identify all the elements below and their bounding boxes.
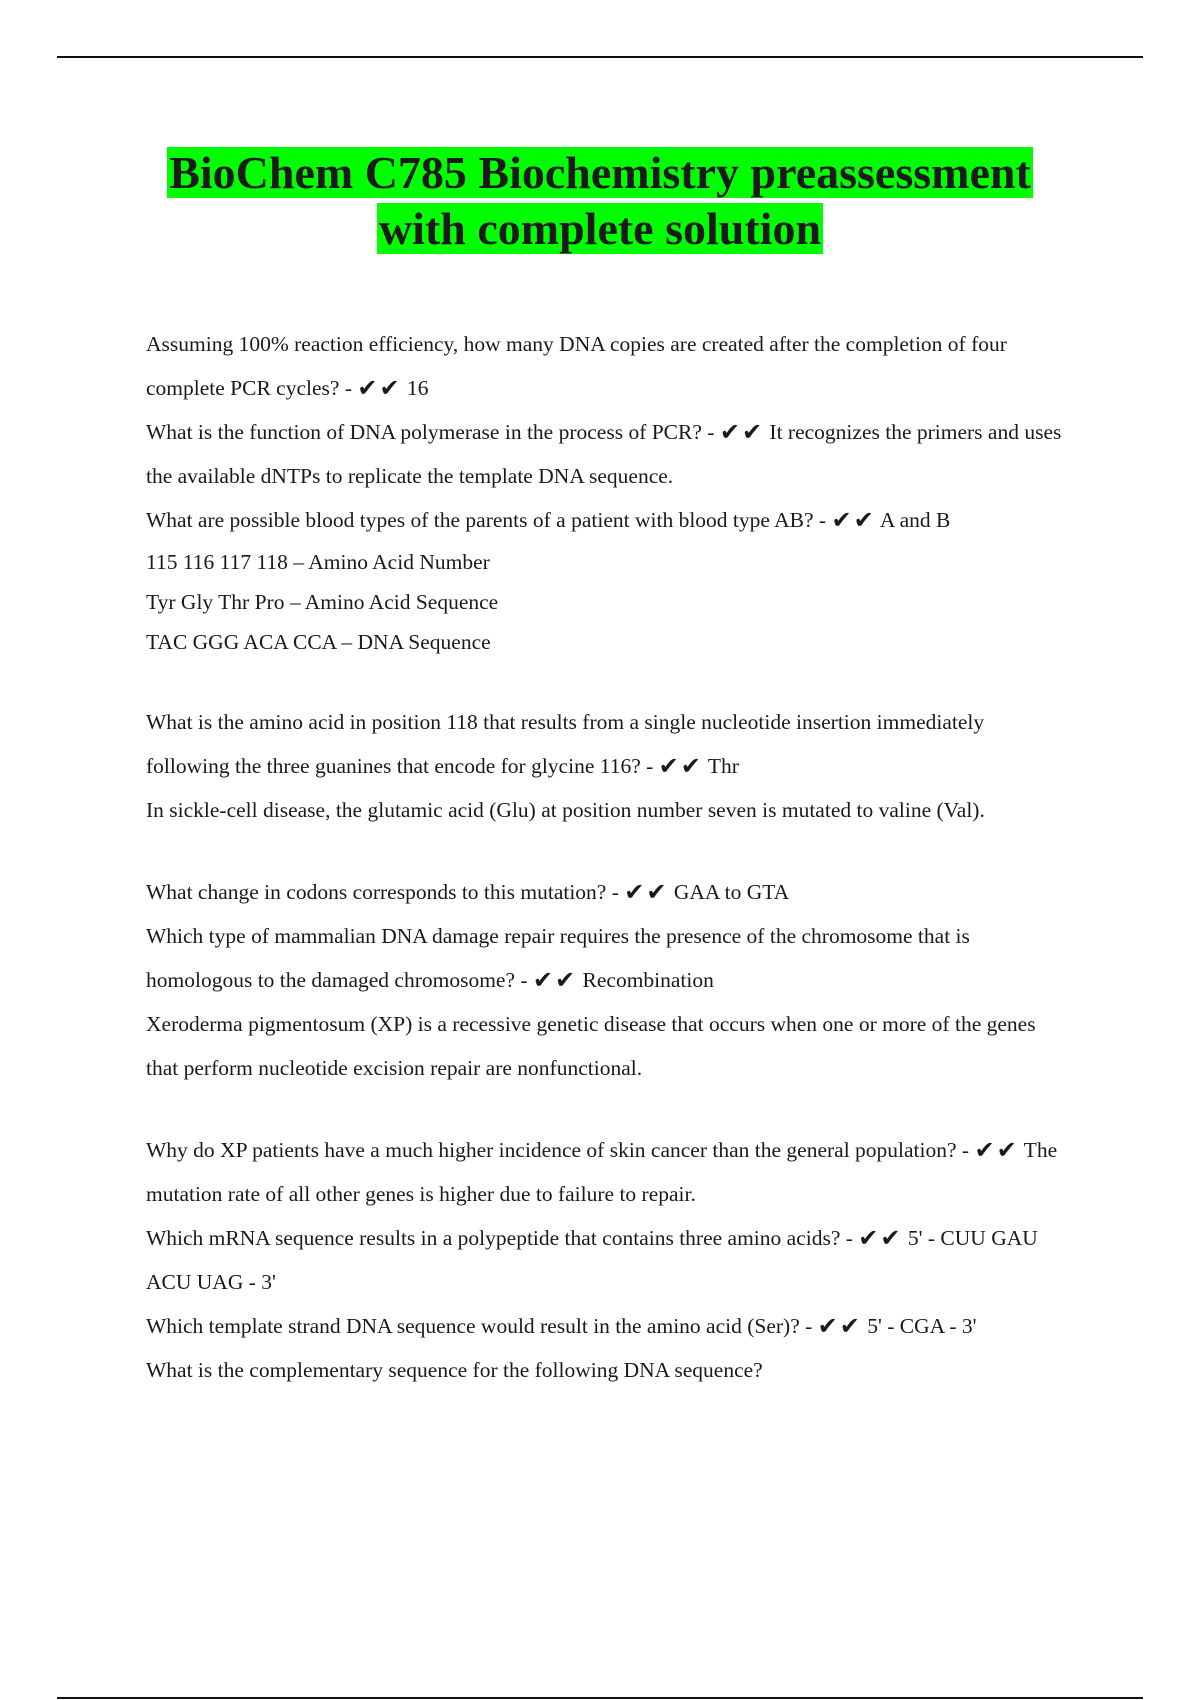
table-line: Tyr Gly Thr Pro – Amino Acid Sequence — [146, 590, 499, 614]
spacer — [146, 832, 1066, 870]
question-text: What is the amino acid in position 118 that results from a single nucleotide insertion immediately following the three guanines that encode for glycine 116? - — [146, 710, 985, 778]
answer-text: The mutation rate of all other genes is higher due to failure to repair. — [146, 1138, 1058, 1206]
answer-text: GAA to GTA — [673, 880, 790, 904]
title-line-1: BioChem C785 Biochemistry preassessment — [169, 147, 1031, 198]
context-paragraph: Xeroderma pigmentosum (XP) is a recessive genetic disease that occurs when one or more of the genes that perform nucleotide excision repair are nonfunctional. — [146, 1012, 1036, 1080]
question-text: What are possible blood types of the parents of a patient with blood type AB? - — [146, 508, 832, 532]
double-check-icon: ✔✔ — [817, 1312, 862, 1340]
qa-item — [146, 1304, 1066, 1348]
title-line-2: with complete solution — [378, 203, 822, 254]
context-paragraph: In sickle-cell disease, the glutamic acid (Glu) at position number seven is mutated to valine (Val). — [146, 798, 985, 822]
double-check-icon: ✔✔ — [719, 418, 765, 446]
question-text: Which mRNA sequence results in a polypeptide that contains three amino acids? - — [146, 1226, 859, 1250]
header-rule — [57, 56, 1143, 58]
double-check-icon: ✔✔ — [858, 1224, 903, 1252]
answer-text: Thr — [707, 754, 739, 778]
double-check-icon: ✔✔ — [974, 1136, 1019, 1164]
qa-item — [146, 1216, 1066, 1304]
answer-text: It recognizes the primers and uses the available dNTPs to replicate the template DNA sequence. — [146, 420, 1062, 488]
double-check-icon: ✔✔ — [658, 752, 703, 780]
question-text: Which template strand DNA sequence would result in the amino acid (Ser)? - — [146, 1314, 818, 1338]
qa-item — [146, 870, 1066, 914]
qa-item — [146, 498, 1066, 542]
qa-item — [146, 700, 1066, 788]
double-check-icon: ✔✔ — [532, 966, 578, 994]
double-check-icon: ✔✔ — [831, 506, 876, 534]
double-check-icon: ✔✔ — [624, 878, 669, 906]
document-body — [146, 322, 1066, 1392]
spacer — [146, 662, 1066, 700]
question-text: Assuming 100% reaction efficiency, how many DNA copies are created after the completion of four complete PCR cycles? - — [146, 332, 1007, 400]
qa-item — [146, 410, 1066, 498]
answer-text: A and B — [879, 508, 951, 532]
question-text: What is the complementary sequence for the following DNA sequence? — [146, 1358, 763, 1382]
qa-item — [146, 914, 1066, 1002]
qa-item — [146, 1128, 1066, 1216]
table-line: 115 116 117 118 – Amino Acid Number — [146, 550, 490, 574]
document-title — [80, 145, 1120, 257]
answer-text: Recombination — [582, 968, 714, 992]
question-text: Which type of mammalian DNA damage repair requires the presence of the chromosome that is homologous to the damaged chromosome? - — [146, 924, 970, 992]
answer-text: 5' - CUU GAU ACU UAG - 3' — [146, 1226, 1038, 1294]
footer-rule — [57, 1697, 1143, 1699]
qa-item — [146, 322, 1066, 410]
table-line: TAC GGG ACA CCA – DNA Sequence — [146, 630, 491, 654]
question-text: Why do XP patients have a much higher incidence of skin cancer than the general population? - — [146, 1138, 975, 1162]
question-text: What change in codons corresponds to this mutation? - — [146, 880, 625, 904]
double-check-icon: ✔✔ — [357, 374, 402, 402]
spacer — [146, 1090, 1066, 1128]
answer-text: 5' - CGA - 3' — [867, 1314, 977, 1338]
question-text: What is the function of DNA polymerase in the process of PCR? - — [146, 420, 720, 444]
answer-text: 16 — [406, 376, 429, 400]
